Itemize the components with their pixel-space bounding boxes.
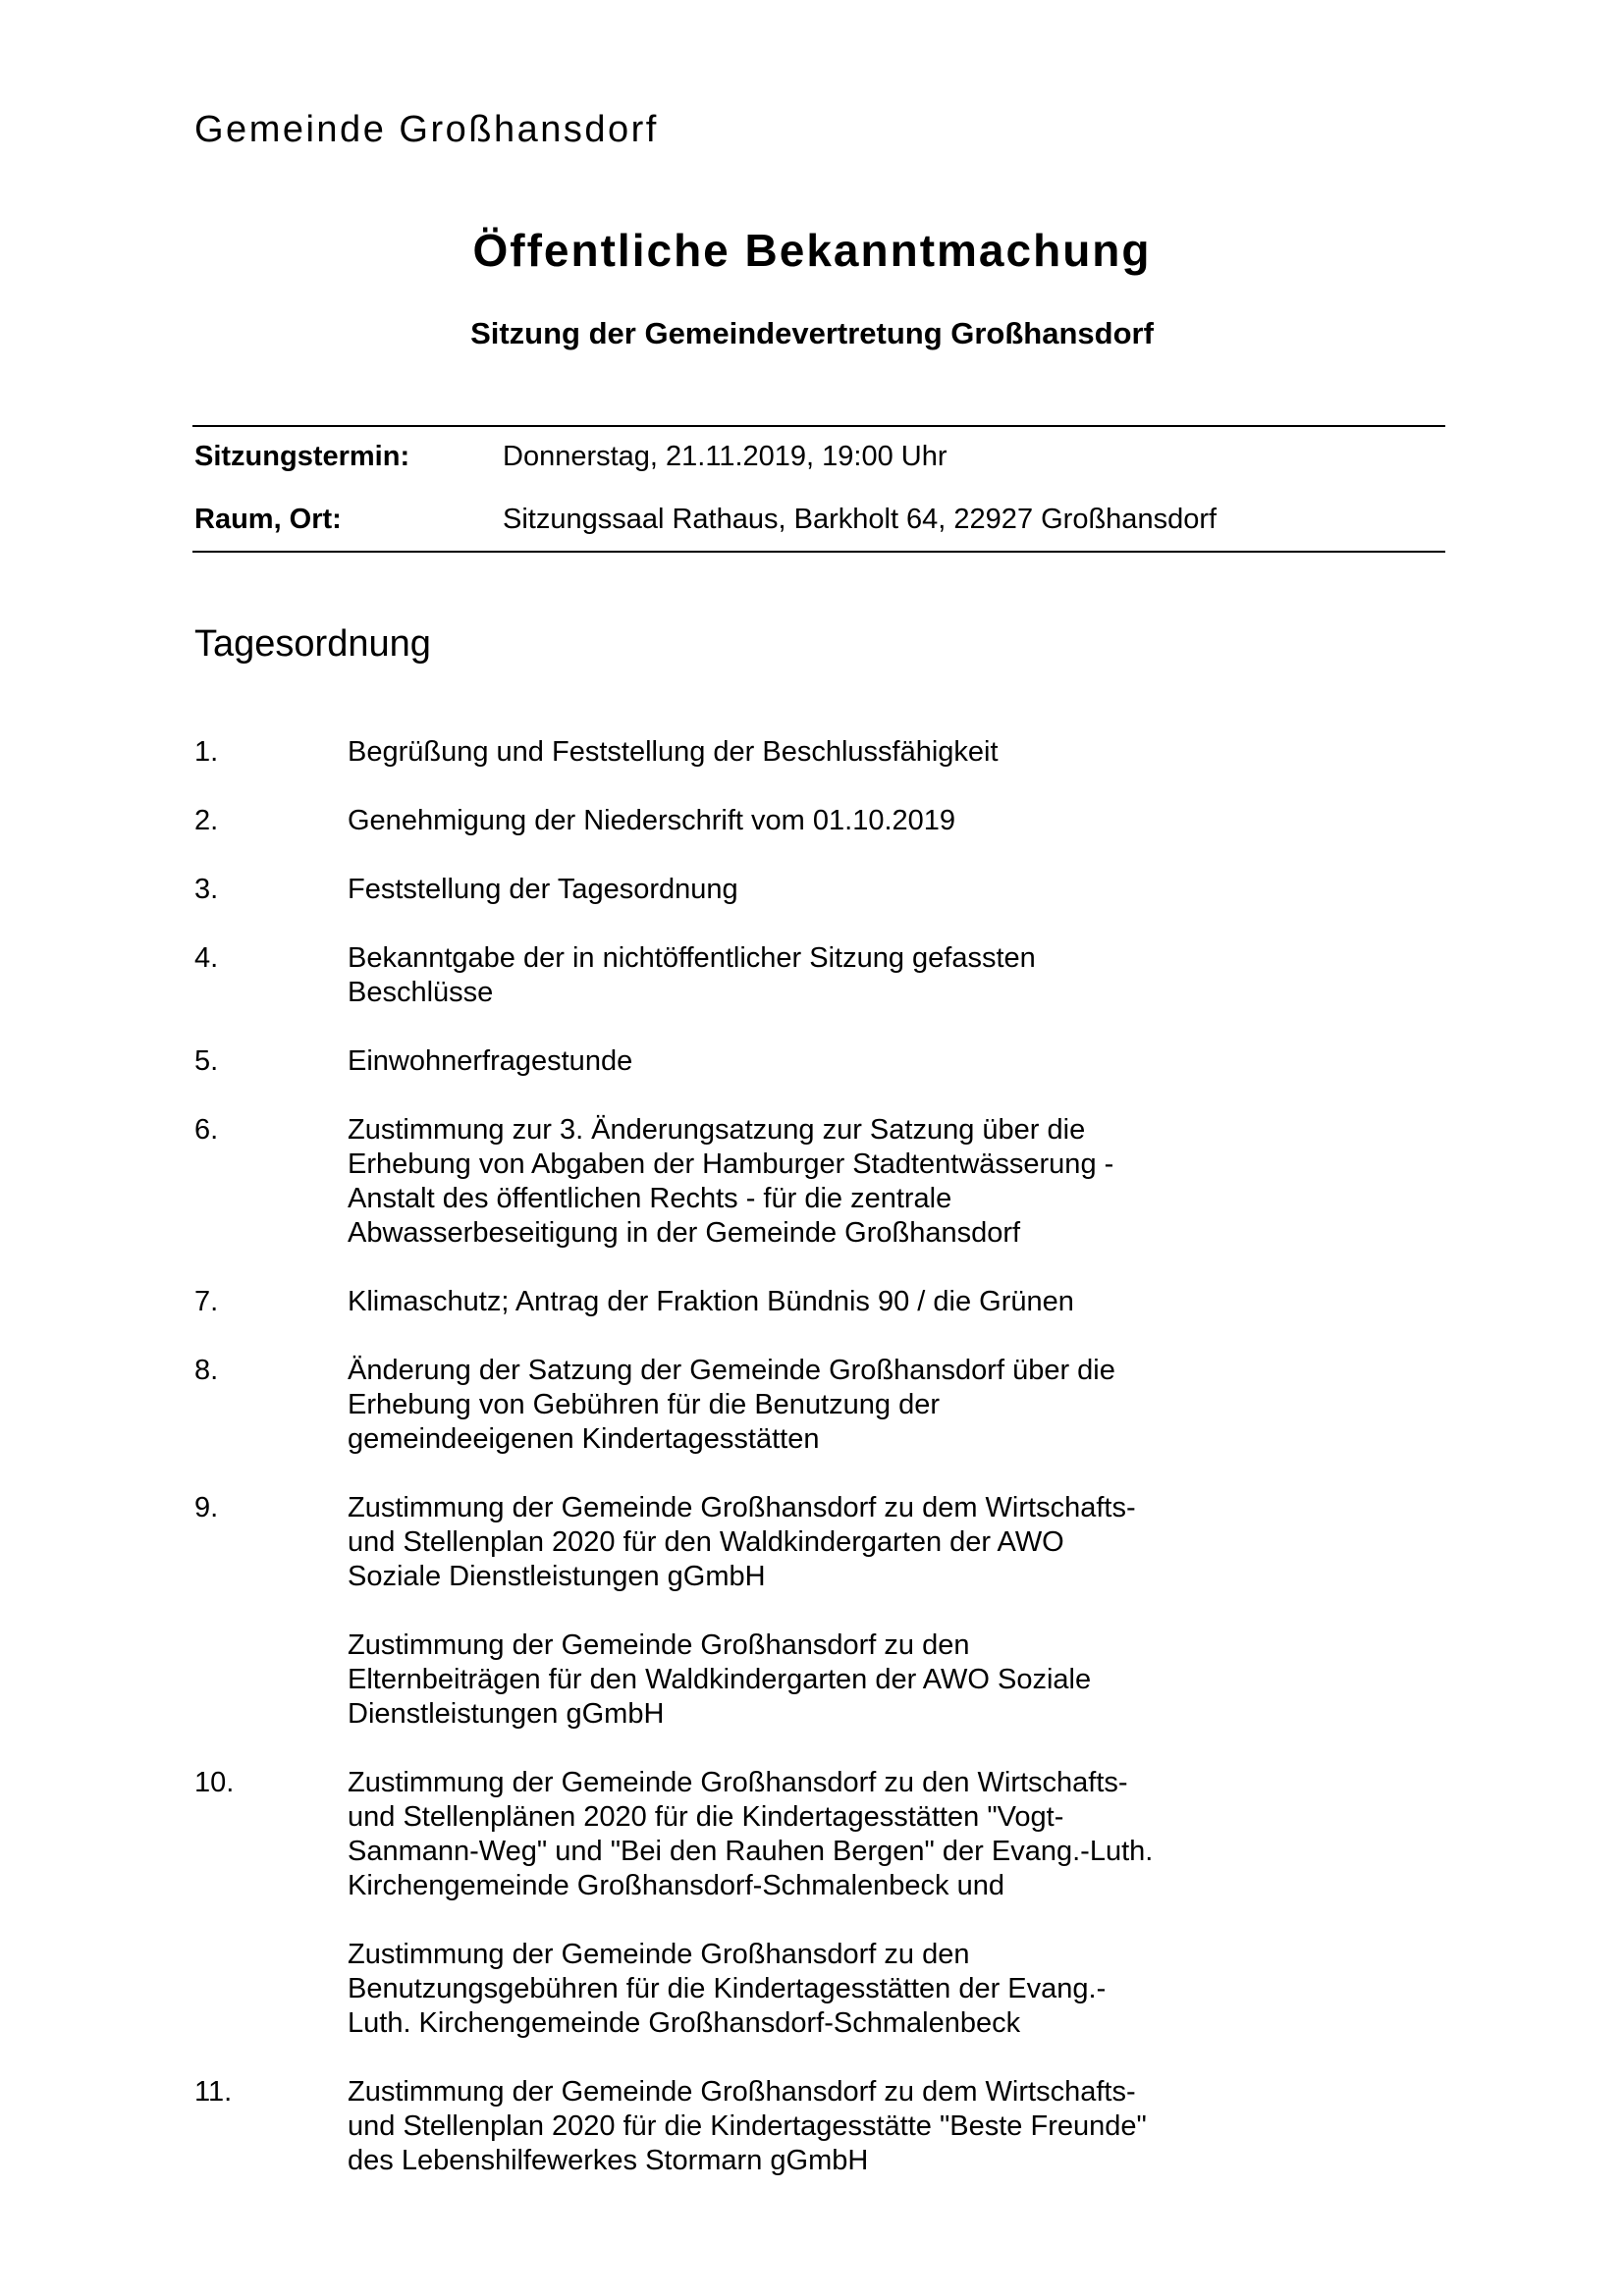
agenda-item-text: Einwohnerfragestunde [348, 1045, 633, 1077]
agenda-item-number: 4. [194, 942, 219, 974]
agenda-item-body [348, 1044, 1231, 1079]
agenda-item-number: 11. [194, 2076, 233, 2108]
agenda-item-text: Feststellung der Tagesordnung [348, 874, 738, 905]
agenda-item-text: Zustimmung zur 3. Änderungsatzung zur Satzung über die Erhebung von Abgaben der Hamburger Stadtentwässerung - Anstalt des öffentlichen Rechts - für die zentrale Abwasserbeseitigung in der Gemeinde Großhansdorf [348, 1114, 1114, 1249]
agenda-item-body [348, 1285, 1231, 1319]
agenda-item [194, 735, 1432, 770]
agenda-item [194, 1044, 1432, 1079]
document-title: Öffentliche Bekanntmachung [472, 225, 1152, 276]
agenda-item-text: Zustimmung der Gemeinde Großhansdorf zu dem Wirtschafts- und Stellenplan 2020 für die Kindertagesstätte "Beste Freunde" des Lebenshilfewerkes Stormarn gGmbH [348, 2076, 1147, 2176]
agenda-item [194, 1354, 1432, 1457]
agenda-item-body [348, 804, 1231, 838]
agenda-item-body [348, 941, 1231, 1010]
agenda-item [194, 1766, 1432, 2041]
municipality-name: Gemeinde Großhansdorf [194, 109, 659, 150]
agenda-item-body [348, 1354, 1231, 1457]
agenda-item-body [348, 1113, 1231, 1251]
agenda-item [194, 941, 1432, 1010]
agenda-item [194, 1113, 1432, 1251]
meeting-room-value: Sitzungssaal Rathaus, Barkholt 64, 22927 Großhansdorf [503, 504, 1218, 535]
agenda-item-number: 9. [194, 1492, 219, 1523]
agenda-item-text: Begrüßung und Feststellung der Beschlussfähigkeit [348, 736, 999, 768]
agenda-item-text: Zustimmung der Gemeinde Großhansdorf zu dem Wirtschafts- und Stellenplan 2020 für den Waldkindergarten der AWO Soziale Dienstleistungen gGmbH [348, 1492, 1136, 1592]
agenda-item-number: 2. [194, 805, 219, 836]
agenda-item-number: 7. [194, 1286, 219, 1317]
agenda-item-text: Genehmigung der Niederschrift vom 01.10.2019 [348, 805, 956, 836]
agenda-item [194, 1285, 1432, 1319]
meeting-room-label: Raum, Ort: [194, 504, 342, 535]
agenda-item [194, 2075, 1432, 2178]
agenda-item-text: Änderung der Satzung der Gemeinde Großhansdorf über die Erhebung von Gebühren für die Benutzung der gemeindeeigenen Kindertagesstätten [348, 1355, 1115, 1455]
agenda-item-body [348, 1766, 1231, 2041]
agenda-item-text: Zustimmung der Gemeinde Großhansdorf zu den Wirtschafts- und Stellenplänen 2020 für die Kindertagesstätten "Vogt- Sanmann-Weg" und "Bei den Rauhen Bergen" der Evang.-Luth. Kirchengemeinde Großhansdorf-Schmalenbeck und [348, 1767, 1154, 1901]
agenda-item-body [348, 1491, 1231, 1732]
agenda-item-number: 8. [194, 1355, 219, 1386]
agenda-item-text: Zustimmung der Gemeinde Großhansdorf zu den Benutzungsgebühren für die Kindertagesstätten der Evang.- Luth. Kirchengemeinde Großhansdorf-Schmalenbeck [348, 1939, 1107, 2039]
agenda-item-number: 5. [194, 1045, 219, 1077]
agenda-item-text: Zustimmung der Gemeinde Großhansdorf zu den Elternbeiträgen für den Waldkindergarten der AWO Soziale Dienstleistungen gGmbH [348, 1629, 1092, 1730]
agenda-item-text: Klimaschutz; Antrag der Fraktion Bündnis 90 / die Grünen [348, 1286, 1074, 1317]
top-divider [192, 425, 1445, 427]
bottom-divider [192, 551, 1445, 553]
agenda-item-number: 6. [194, 1114, 219, 1146]
document-subtitle: Sitzung der Gemeindevertretung Großhansdorf [470, 316, 1154, 350]
agenda-item-body [348, 2075, 1231, 2178]
agenda-list [194, 735, 1432, 2213]
meeting-date-value: Donnerstag, 21.11.2019, 19:00 Uhr [503, 441, 947, 472]
agenda-item [194, 1491, 1432, 1732]
agenda-item-number: 3. [194, 874, 219, 905]
agenda-item [194, 873, 1432, 907]
agenda-item-body [348, 735, 1231, 770]
agenda-item-body [348, 873, 1231, 907]
agenda-item [194, 804, 1432, 838]
agenda-item-number: 10. [194, 1767, 235, 1798]
meeting-date-label: Sitzungstermin: [194, 441, 410, 472]
agenda-item-text: Bekanntgabe der in nichtöffentlicher Sitzung gefassten Beschlüsse [348, 942, 1036, 1008]
agenda-heading: Tagesordnung [194, 623, 431, 665]
agenda-item-number: 1. [194, 736, 219, 768]
